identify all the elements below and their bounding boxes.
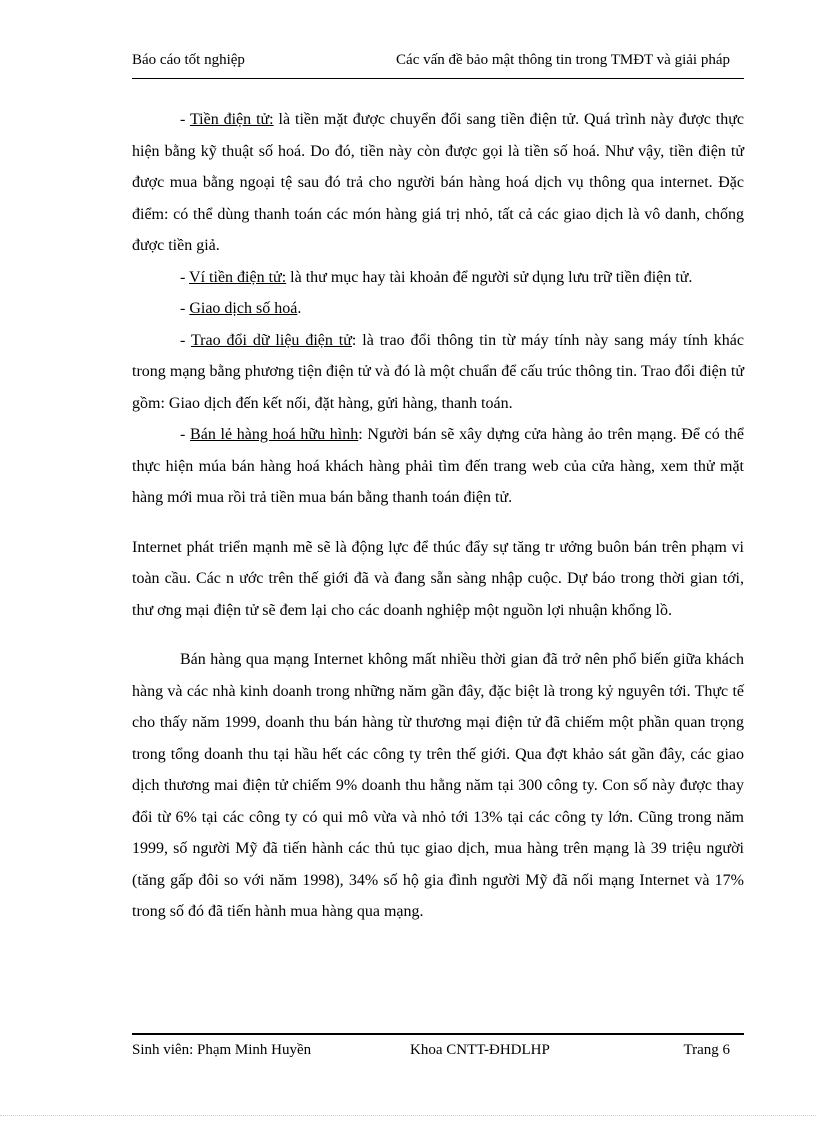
text-retail: : Người bán sẽ xây dựng cửa hàng ảo trên mạng. Để có thể thực hiện múa bán hàng hoá khách hàng phải tìm đến trang web của cửa hàng, xem thử mặt hàng mới mua rồi trả tiền mua bán bằng thanh toán điện tử.	[132, 426, 745, 506]
item-electronic-wallet: - Ví tiền điện tử: là thư mục hay tài khoản để người sử dụng lưu trữ tiền điện tử.	[180, 268, 693, 286]
body-content	[132, 104, 744, 928]
term-edi: Trao đổi dữ liệu điện tử	[190, 331, 352, 349]
text-edi: : là trao đổi thông tin từ máy tính này sang máy tính khác trong mạng bằng phương tiện điện tử và đó là một chuẩn để cấu trúc thông tin. Trao đổi điện tử gồm: Giao dịch đến kết nối, đặt hàng, gửi hàng, thanh toán.	[132, 331, 744, 412]
text-electronic-money: là tiền mặt được chuyển đổi sang tiền điện tử. Quá trình này được thực hiện bằng kỹ thuật số hoá. Do đó, tiền này còn được gọi là tiền số hoá. Như vậy, tiền điện tử được mua bằng ngoại tệ sau đó trả cho người bán hàng hoá dịch vụ thông qua internet. Đặc điểm: có thể dùng thanh toán các món hàng giá trị nhỏ, tất cả các giao dịch là vô danh, chống được tiền giả.	[132, 111, 745, 254]
header-divider	[132, 78, 744, 79]
footer-student: Sinh viên: Phạm Minh Huyền	[132, 1042, 312, 1058]
footer-faculty: Khoa CNTT-ĐHDLHP	[410, 1042, 550, 1058]
item-retail: - Bán lẻ hàng hoá hữu hình: Người bán sẽ xây dựng cửa hàng ảo trên mạng. Để có thể thực hiện múa bán hàng hoá khách hàng phải tìm đến trang web của cửa hàng, xem thử mặt hàng mới mua rồi trả tiền mua bán bằng thanh toán điện tử.	[132, 426, 745, 506]
term-electronic-wallet: Ví tiền điện tử:	[189, 268, 287, 286]
item-electronic-money: - Tiền điện tử: là tiền mặt được chuyển đổi sang tiền điện tử. Quá trình này được thực hiện bằng kỹ thuật số hoá. Do đó, tiền này còn được gọi là tiền số hoá. Như vậy, tiền điện tử được mua bằng ngoại tệ sau đó trả cho người bán hàng hoá dịch vụ thông qua internet. Đặc điểm: có thể dùng thanh toán các món hàng giá trị nhỏ, tất cả các giao dịch là vô danh, chống được tiền giả.	[132, 111, 745, 254]
header-left-title: Báo cáo tốt nghiệp	[132, 52, 245, 68]
header-right-title: Các vấn đề bảo mật thông tin trong TMĐT và giải pháp	[396, 52, 730, 68]
term-digital-transaction: Giao dịch số hoá	[189, 300, 298, 317]
term-retail: Bán lẻ hàng hoá hữu hình	[190, 426, 359, 443]
text-digital-transaction: .	[297, 300, 302, 317]
page-footer	[132, 1042, 744, 1066]
item-digital-transaction: - Giao dịch số hoá.	[180, 300, 302, 317]
item-edi: - Trao đổi dữ liệu điện tử: là trao đổi thông tin từ máy tính này sang máy tính khác trong mạng bằng phương tiện điện tử và đó là một chuẩn để cấu trúc thông tin. Trao đổi điện tử gồm: Giao dịch đến kết nối, đặt hàng, gửi hàng, thanh toán.	[132, 331, 744, 412]
term-electronic-money: Tiền điện tử:	[189, 111, 274, 128]
page-bottom-edge	[0, 1115, 816, 1116]
paragraph-gap	[132, 514, 744, 532]
page-header	[132, 52, 744, 76]
footer-page-number: Trang 6	[683, 1042, 730, 1058]
paragraph-internet-growth: Internet phát triển mạnh mẽ sẽ là động lực để thúc đẩy sự tăng tr ưởng buôn bán trên phạm vi toàn cầu. Các n ước trên thế giới đã và đang sẵn sàng nhập cuộc. Dự báo trong thời gian tới, thư ơng mại điện tử sẽ đem lại cho các doanh nghiệp một nguồn lợi nhuận khổng lồ.	[132, 538, 744, 619]
paragraph-gap	[132, 626, 744, 644]
paragraph-online-sales: Bán hàng qua mạng Internet không mất nhiều thời gian đã trở nên phổ biến giữa khách hàng và các nhà kinh doanh trong những năm gần đây, đặc biệt là trong kỷ nguyên tới. Thực tế cho thấy năm 1999, doanh thu bán hàng từ thương mại điện tử đã chiếm một phần quan trọng trong tổng doanh thu tại hầu hết các công ty trên thế giới. Qua đợt khảo sát gần đây, các giao dịch thương mai điện tử chiếm 9% doanh thu hằng năm tại 300 công ty. Con số này được thay đổi từ 6% tại các công ty có qui mô vừa và nhỏ tới 13% tại các công ty lớn. Cũng trong năm 1999, số người Mỹ đã tiến hành các thủ tục giao dịch, mua hàng trên mạng là 39 triệu người (tăng gấp đôi so với năm 1998), 34% số hộ gia đình người Mỹ đã nối mạng Internet và 17% trong số đó đã tiến hành mua hàng qua mạng.	[132, 651, 744, 920]
footer-divider	[132, 1033, 744, 1035]
text-electronic-wallet: là thư mục hay tài khoản để người sử dụng lưu trữ tiền điện tử.	[286, 268, 693, 286]
